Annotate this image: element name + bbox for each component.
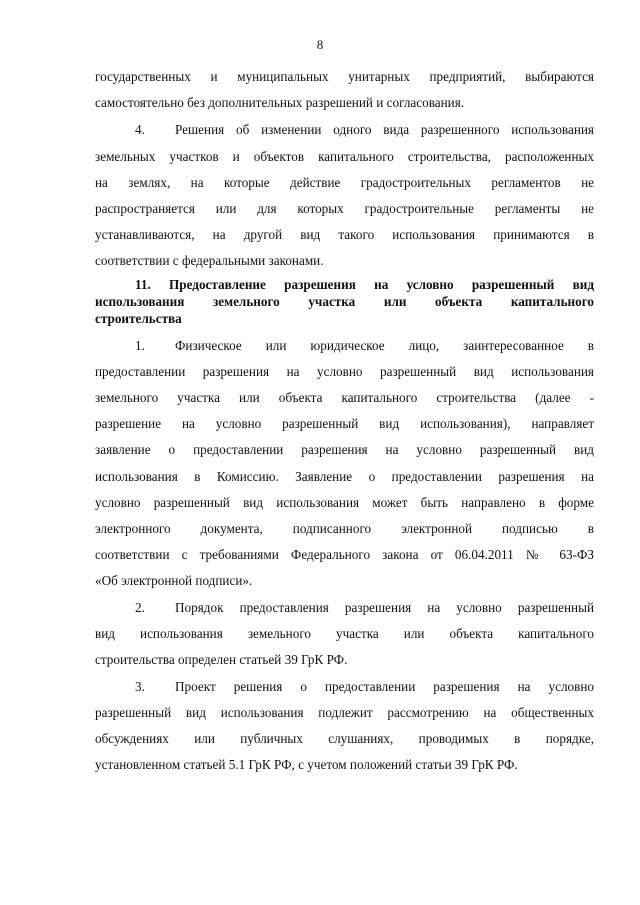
- section-heading: строительства: [95, 311, 182, 326]
- paragraph-1-first-line: [135, 337, 594, 354]
- text-span: Физическое или юридическое лицо, заинтересованное в: [175, 338, 594, 353]
- text-line: распространяется или для которых градостроительные регламенты не: [95, 201, 594, 216]
- text-line: установленном статьей 5.1 ГрК РФ, с учетом положений статьи 39 ГрК РФ.: [95, 757, 518, 772]
- text-line: государственных и муниципальных унитарных предприятий, выбираются: [95, 69, 594, 84]
- paragraph-3-first-line: [135, 678, 594, 695]
- paragraph-4-first-line: [135, 121, 594, 138]
- paragraph-number: 4.: [135, 122, 145, 137]
- text-line: разрешение на условно разрешенный вид использования), направляет: [95, 416, 594, 431]
- text-line: предоставлении разрешения на условно разрешенный вид использования: [95, 364, 594, 379]
- section-heading: 11. Предоставление разрешения на условно разрешенный вид: [135, 277, 594, 292]
- text-span: Проект решения о предоставлении разрешения на условно: [175, 679, 594, 694]
- section-heading: использования земельного участка или объекта капитального: [95, 294, 594, 309]
- text-line: устанавливаются, на другой вид такого использования принимаются в: [95, 227, 594, 242]
- text-line: соответствии с требованиями Федерального закона от 06.04.2011 № 63-ФЗ: [95, 547, 594, 562]
- paragraph-number: 3.: [135, 679, 145, 694]
- page-number: 8: [316, 37, 324, 52]
- text-line: на землях, на которые действие градостроительных регламентов не: [95, 175, 594, 190]
- text-line: условно разрешенный вид использования может быть направлено в форме: [95, 495, 594, 510]
- text-line: заявление о предоставлении разрешения на условно разрешенный вид: [95, 442, 594, 457]
- text-line: «Об электронной подписи».: [95, 573, 253, 588]
- text-line: разрешенный вид использования подлежит рассмотрению на общественных: [95, 705, 594, 720]
- text-line: строительства определен статьей 39 ГрК РФ.: [95, 652, 348, 667]
- text-line: вид использования земельного участка или объекта капитального: [95, 626, 594, 641]
- text-line: соответствии с федеральными законами.: [95, 253, 324, 268]
- text-line: использования в Комиссию. Заявление о предоставлении разрешения на: [95, 469, 594, 484]
- text-line: обсуждениях или публичных слушаниях, проводимых в порядке,: [95, 731, 594, 746]
- text-line: электронного документа, подписанного электронной подписью в: [95, 521, 594, 536]
- text-span: Порядок предоставления разрешения на условно разрешенный: [175, 600, 594, 615]
- text-span: Решения об изменении одного вида разрешенного использования: [175, 122, 594, 137]
- paragraph-number: 2.: [135, 600, 145, 615]
- paragraph-number: 1.: [135, 338, 145, 353]
- text-line: самостоятельно без дополнительных разрешений и согласования.: [95, 95, 465, 110]
- paragraph-2-first-line: [135, 599, 594, 616]
- text-line: земельных участков и объектов капитального строительства, расположенных: [95, 149, 594, 164]
- text-line: земельного участка или объекта капитального строительства (далее -: [95, 390, 594, 405]
